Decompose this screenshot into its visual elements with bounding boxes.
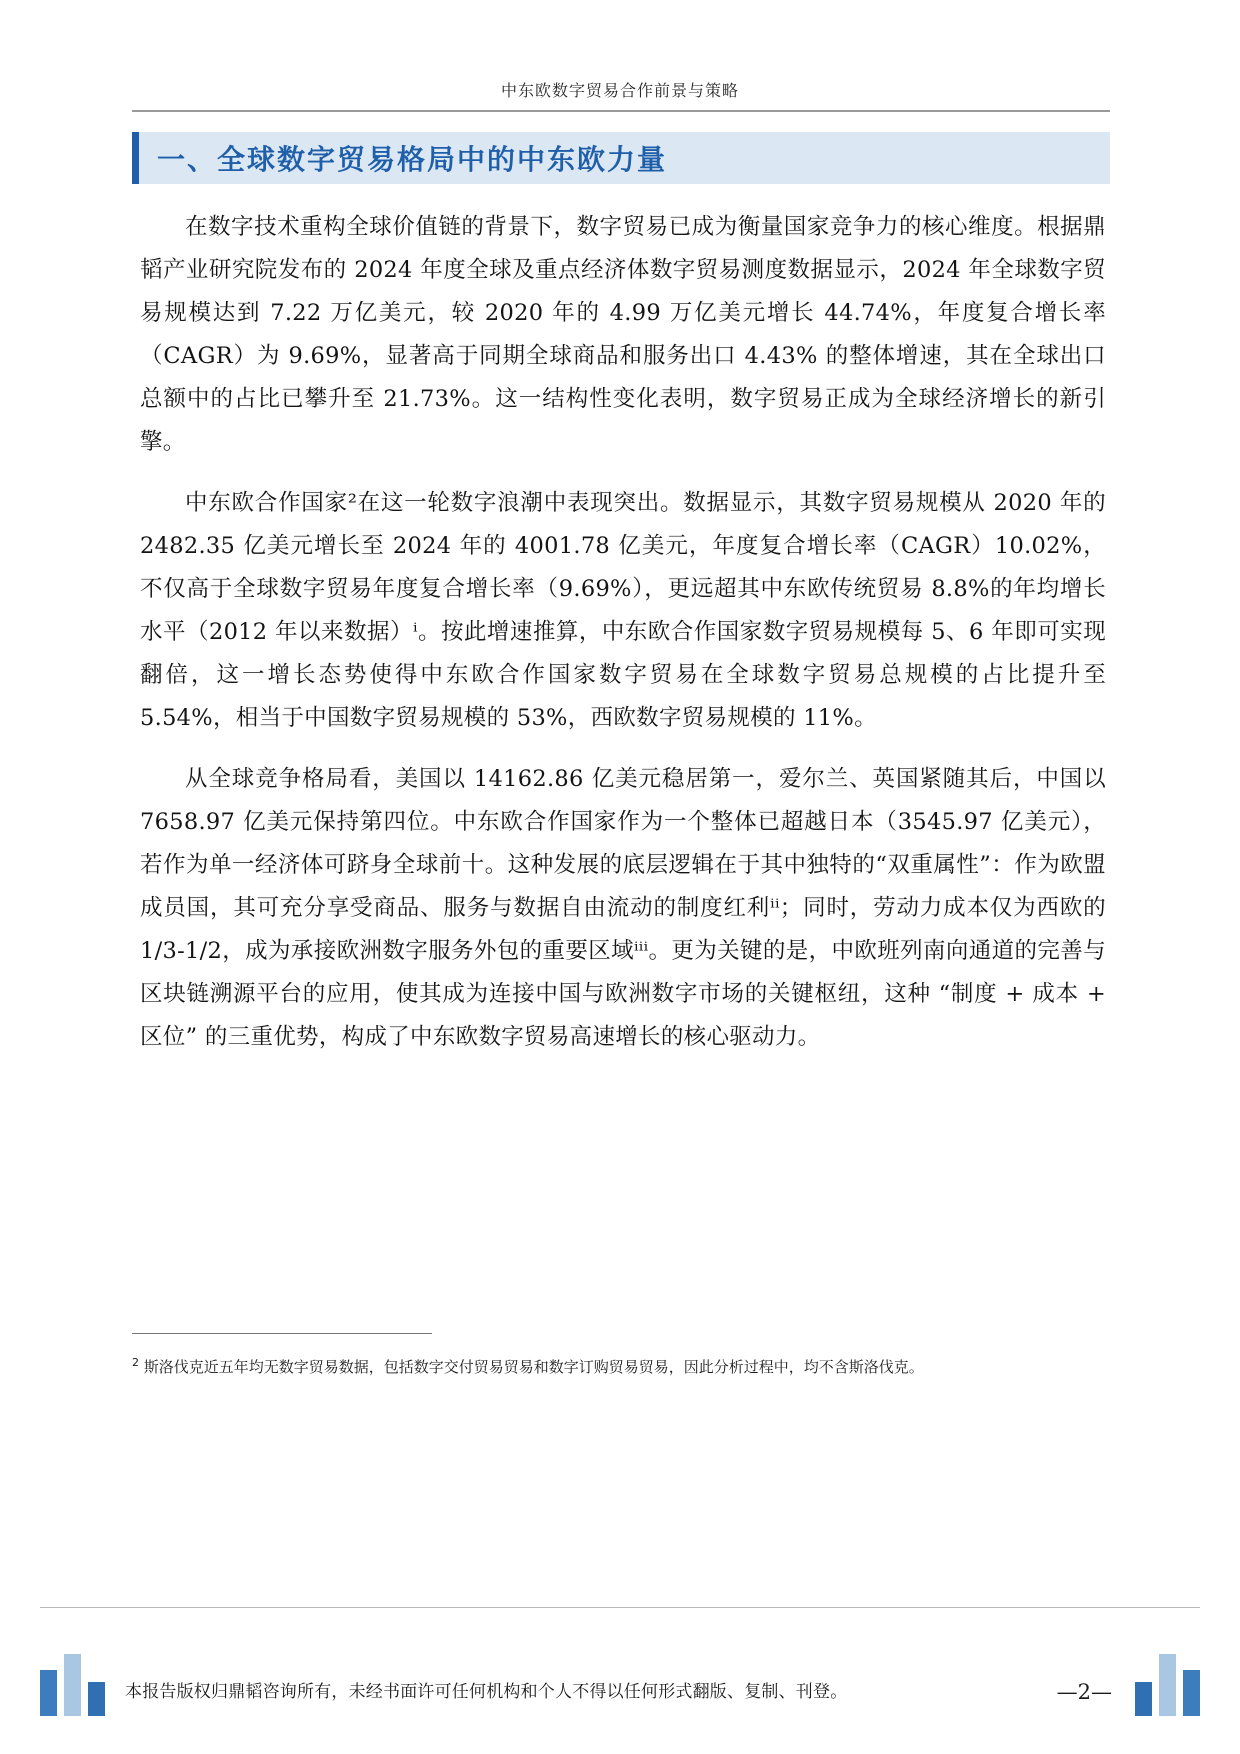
footer-divider (40, 1607, 1200, 1608)
footer-copyright: 本报告版权归鼎韬咨询所有，未经书面许可任何机构和个人不得以任何形式翻版、复制、刊登。 (125, 1682, 848, 1702)
section-title: 一、全球数字贸易格局中的中东欧力量 (157, 143, 668, 176)
decor-bar (1183, 1670, 1200, 1716)
paragraph-3: 从全球竞争格局看，美国以 14162.86 亿美元稳居第一，爱尔兰、英国紧随其后，中国以 7658.97 亿美元保持第四位。中东欧合作国家作为一个整体已超越日本（3545.97 亿美元），若作为单一经济体可跻身全球前十。这种发展的底层逻辑在于其中独特的“双重属性”：作为欧盟成员国，其可充分享受商品、服务与数据自由流动的制度红利ⁱⁱ；同时，劳动力成本仅为西欧的 1/3-1/2，成为承接欧洲数字服务外包的重要区域ⁱⁱⁱ。更为关键的是，中欧班列南向通道的完善与区块链溯源平台的应用，使其成为连接中国与欧洲数字市场的关键枢纽，这种 “制度 + 成本 + 区位” 的三重优势，构成了中东欧数字贸易高速增长的核心驱动力。 (140, 766, 1106, 1050)
section-accent-bar (132, 132, 139, 184)
footnote-divider (132, 1333, 432, 1334)
header-divider (132, 110, 1110, 112)
decor-bar (40, 1670, 57, 1716)
decor-bar (1159, 1654, 1176, 1716)
paragraph-1: 在数字技术重构全球价值链的背景下，数字贸易已成为衡量国家竞争力的核心维度。根据鼎韬产业研究院发布的 2024 年度全球及重点经济体数字贸易测度数据显示，2024 年全球数字贸易规模达到 7.22 万亿美元，较 2020 年的 4.99 万亿美元增长 44.74%，年度复合增长率（CAGR）为 9.69%，显著高于同期全球商品和服务出口 4.43% 的整体增速，其在全球出口总额中的占比已攀升至 21.73%。这一结构性变化表明，数字贸易正成为全球经济增长的新引擎。 (140, 214, 1106, 455)
decor-bar (64, 1654, 81, 1716)
footnote-text: 斯洛伐克近五年均无数字贸易数据，包括数字交付贸易贸易和数字订购贸易贸易，因此分析过程中，均不含斯洛伐克。 (143, 1358, 924, 1376)
body-content (140, 206, 1106, 1077)
section-heading-banner (132, 132, 1110, 184)
page-header (130, 78, 1110, 101)
paragraph-2: 中东欧合作国家²在这一轮数字浪潮中表现突出。数据显示，其数字贸易规模从 2020 年的 2482.35 亿美元增长至 2024 年的 4001.78 亿美元，年度复合增长率（CAGR）10.02%，不仅高于全球数字贸易年度复合增长率（9.69%），更远超其中东欧传统贸易 8.8%的年均增长水平（2012 年以来数据）ⁱ。按此增速推算，中东欧合作国家数字贸易规模每 5、6 年即可实现翻倍，这一增长态势使得中东欧合作国家数字贸易在全球数字贸易总规模的占比提升至 5.54%，相当于中国数字贸易规模的 53%，西欧数字贸易规模的 11%。 (140, 490, 1106, 731)
decor-bar (1135, 1682, 1152, 1716)
footer-decoration-right (1135, 1654, 1200, 1716)
footnote-marker: 2 (132, 1356, 139, 1369)
page-number: —2— (1056, 1680, 1112, 1704)
decor-bar (88, 1682, 105, 1716)
footer-decoration-left (40, 1654, 105, 1716)
footnote (132, 1352, 1108, 1382)
running-title: 中东欧数字贸易合作前景与策略 (500, 81, 739, 100)
